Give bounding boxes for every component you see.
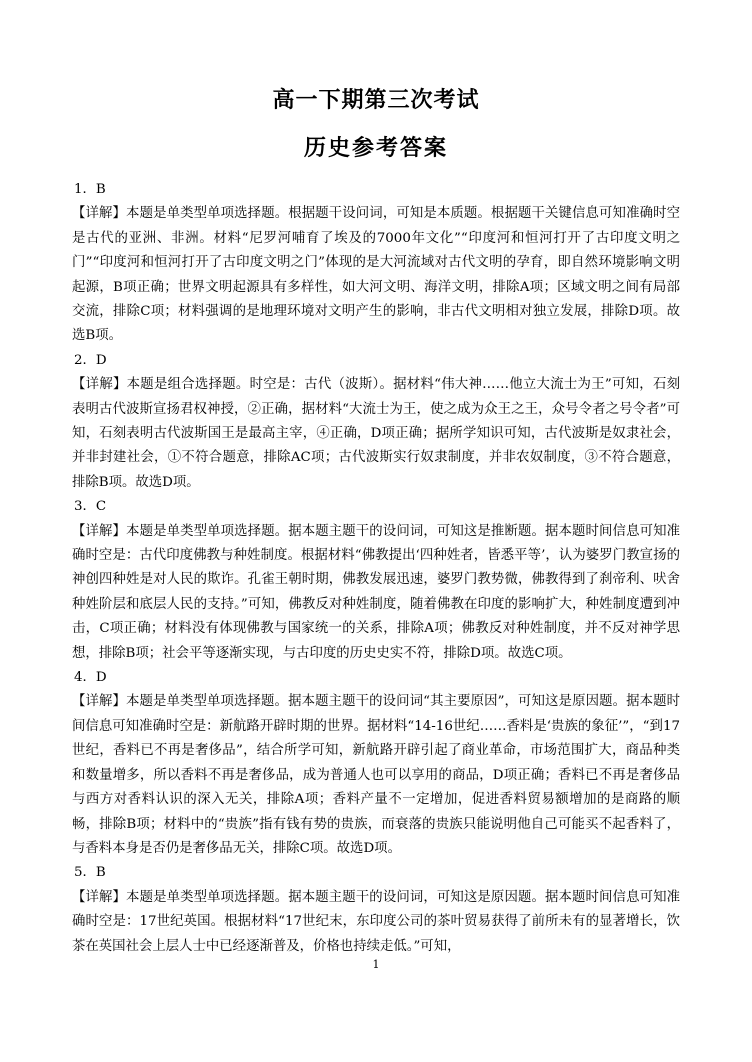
question-1 xyxy=(72,178,680,349)
question-detail: 【详解】本题是单类型单项选择题。根据题干设问词，可知是本质题。根据题干关键信息可知准确时空是古代的亚洲、非洲。材料“尼罗河哺育了埃及的7000年文化”“印度河和恒河打开了古印度文明之门”“印度河和恒河打开了古印度文明之门”体现的是大河流域对古代文明的孕育，即自然环境影响文明起源，B项正确；世界文明起源具有多样性，如大河文明、海洋文明，排除A项；区域文明之间有局部交流，排除C项；材料强调的是地理环境对文明产生的影响，非古代文明相对独立发展，排除D项。故选B项。 xyxy=(72,206,680,344)
question-3 xyxy=(72,495,680,666)
page-number: 1 xyxy=(372,958,380,971)
question-number: 3．C xyxy=(74,499,107,515)
question-detail: 【详解】本题是单类型单项选择题。据本题主题干的设问词，可知这是推断题。据本题时间信息可知准确时空是：古代印度佛教与种姓制度。根据材料“佛教提出‘四种姓者，皆悉平等’，认为婆罗门教宣扬的神创四种姓是对人民的欺诈。孔雀王朝时期，佛教发展迅速，婆罗门教势微，佛教得到了刹帝利、吠舍种姓阶层和底层人民的支持。”可知，佛教反对种姓制度，随着佛教在印度的影响扩大，种姓制度遭到冲击，C项正确；材料没有体现佛教与国家统一的关系，排除A项；佛教反对种姓制度，并不反对神学思想，排除B项；社会平等逐渐实现，与古印度的历史史实不符，排除D项。故选C项。 xyxy=(72,523,680,661)
question-number: 1．B xyxy=(74,182,106,197)
answer-key-subtitle: 历史参考答案 xyxy=(303,136,448,161)
question-detail: 【详解】本题是单类型单项选择题。据本题主题干的设问词，可知这是原因题。据本题时间信息可知准确时空是：17世纪英国。根据材料“17世纪末，东印度公司的茶叶贸易获得了前所未有的显著增长，饮茶在英国社会上层人士中已经逐渐普及，价格也持续走低。”可知， xyxy=(72,889,680,954)
question-number: 4．D xyxy=(74,670,107,686)
exam-title: 高一下期第三次考试 xyxy=(272,88,480,113)
question-number: 2．D xyxy=(74,352,107,368)
question-2 xyxy=(72,349,680,495)
question-number: 5．B xyxy=(74,865,106,881)
question-5 xyxy=(72,861,680,959)
question-4 xyxy=(72,666,680,861)
question-detail: 【详解】本题是组合选择题。时空是：古代（波斯）。据材料“伟大神……他立大流士为王”可知，石刻表明古代波斯宣扬君权神授，②正确，据材料“大流士为王，使之成为众王之王，众号令者之号令者”可知，石刻表明古代波斯国王是最高主宰，④正确，D项正确；据所学知识可知，古代波斯是奴隶社会，并非封建社会，①不符合题意，排除AC项；古代波斯实行奴隶制度，并非农奴制度，③不符合题意，排除B项。故选D项。 xyxy=(72,377,680,490)
question-detail: 【详解】本题是单类型单项选择题。据本题主题干的设问词“其主要原因”，可知这是原因题。据本题时间信息可知准确时空是：新航路开辟时期的世界。据材料“14-16世纪……香料是‘贵族的象征’”，“到17世纪，香料已不再是奢侈品”，结合所学可知，新航路开辟引起了商业革命，市场范围扩大，商品种类和数量增多，所以香料不再是奢侈品，成为普通人也可以享用的商品，D项正确；香料已不再是奢侈品与西方对香料认识的深入无关，排除A项；香料产量不一定增加，促进香料贸易额增加的是商路的顺畅，排除B项；材料中的“贵族”指有钱有势的贵族，而衰落的贵族只能说明他自己可能买不起香料了，与香料本身是否仍是奢侈品无关，排除C项。故选D项。 xyxy=(72,694,680,856)
